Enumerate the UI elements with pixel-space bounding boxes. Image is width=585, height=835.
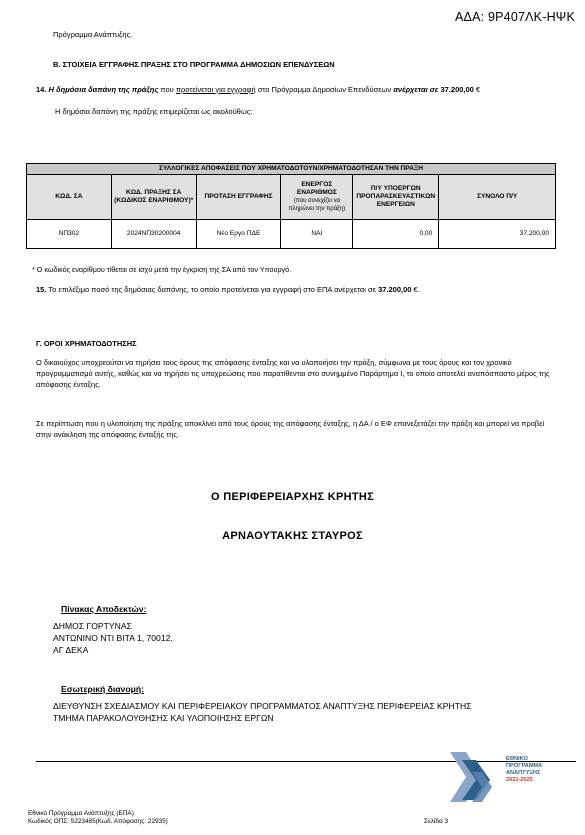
recipient-line: ΔΗΜΟΣ ΓΟΡΤΥΝΑΣ	[53, 621, 132, 631]
section-g-para2: Σε περίπτωση που η υλοποίηση της πράξης αποκλίνει από τους όρους της απόφασης ένταξης, η ΔΑ / ο ΕΦ επανεξετάζει την πράξη και μπορεί να προβεί στην ανάκληση της απόφασης ένταξής της.	[36, 419, 545, 439]
epa-logo-icon	[448, 742, 508, 812]
table-title: ΣΥΛΛΟΓΙΚΕΣ ΑΠΟΦΑΣΕΙΣ ΠΟΥ ΧΡΗΜΑΤΟΔΟΤΟΥΝ/ΧΡΗΜΑΤΟΔΟΤΗΣΑΝ ΤΗΝ ΠΡΑΞΗ	[27, 164, 556, 175]
p14-mid2: στο Πρόγραμμα Δημοσίων Επενδύσεων	[255, 85, 394, 94]
recipients-title: Πίνακας Αποδεκτών:	[61, 604, 147, 614]
logo-line: ΠΡΟΓΡΑΜΜΑ	[506, 763, 543, 769]
col-header-protasi: ΠΡΟΤΑΣΗ ΕΓΓΡΑΦΗΣ	[196, 175, 281, 220]
p14-lead: Η δημόσια δαπάνη της πράξης	[48, 85, 159, 94]
p15-end: €.	[411, 285, 420, 294]
footer-code: Κωδικός ΟΠΣ: 5223485(Κωδ. Απόφασης: 22935)	[28, 818, 168, 825]
p14-proposed: προτείνεται για εγγραφή	[175, 85, 256, 94]
logo-years: 2021-2025	[506, 777, 533, 783]
recipient-line: ΑΝΤΩΝΙΝΟ ΝΤΙ ΒΙΤΑ 1, 70012,	[53, 633, 173, 643]
footnote: * Ο κωδικός εναρίθμου τίθεται σε ισχύ μετά την έγκριση της ΣΑ από τον Υπουργό.	[32, 265, 292, 274]
epa-logo	[448, 742, 548, 812]
col-header-kod-praxis: ΚΩΔ. ΠΡΑΞΗΣ ΣΑ (ΚΩΔΙΚΟΣ ΕΝΑΡΙΘΜΟΥ)*	[111, 175, 196, 220]
energos-header-note: (που συνεχίζει να πληρώνει την πράξη)	[288, 198, 346, 212]
cell-protasi: Νέο Εργο ΠΔΕ	[196, 220, 281, 249]
page-number: Σελίδα 3	[424, 818, 448, 825]
cell-kod-sa: ΝΠ302	[27, 220, 112, 249]
logo-line: ΑΝΑΠΤΥΞΗΣ	[506, 770, 541, 776]
cell-synolo: 37.200,00	[439, 220, 556, 249]
logo-line: ΕΘΝΙΚΟ	[506, 756, 528, 762]
col-header-energos	[281, 175, 353, 220]
paragraph-14	[36, 84, 566, 95]
section-g-title: Γ. ΟΡΟΙ ΧΡΗΜΑΤΟΔΟΤΗΣΗΣ	[36, 339, 137, 348]
cell-ypoerga: 0,00	[353, 220, 439, 249]
ada-code: ΑΔΑ: 9Ρ407ΛΚ-ΗΨΚ	[455, 10, 575, 24]
cell-kod-praxis: 2024ΝΠ30200004	[111, 220, 196, 249]
footer-info	[28, 810, 168, 826]
footer-program: Εθνικό Πρόγραμμα Ανάπτυξης (ΕΠΑ)	[28, 810, 134, 817]
col-header-kod-sa: ΚΩΔ. ΣΑ	[27, 175, 112, 220]
p15-number: 15.	[36, 285, 47, 294]
decisions-table	[26, 163, 556, 249]
recipient-line: ΑΓ ΔΕΚΑ	[53, 645, 89, 655]
section-b-title: Β. ΣΤΟΙΧΕΙΑ ΕΓΓΡΑΦΗΣ ΠΡΑΞΗΣ ΣΤΟ ΠΡΟΓΡΑΜΜΑ ΔΗΜΟΣΙΩΝ ΕΠΕΝΔΥΣΕΩΝ	[53, 60, 335, 69]
internal-list	[53, 700, 471, 724]
energos-header-label: ΕΝΕΡΓΟΣ ΕΝΑΡΙΘΜΟΣ	[296, 181, 337, 196]
internal-title: Εσωτερική διανομή:	[61, 684, 144, 694]
signatory-name: ΑΡΝΑΟΥΤΑΚΗΣ ΣΤΑΥΡΟΣ	[222, 530, 363, 542]
col-header-synolo: ΣΥΝΟΛΟ Π/Υ	[439, 175, 556, 220]
p14-subtext: Η δημόσια δαπάνη της πράξης επιμερίζεται ως ακολούθως:	[55, 107, 253, 116]
p14-amount-label: ανέρχεται σε	[393, 85, 439, 94]
signatory-role: Ο ΠΕΡΙΦΕΡΕΙΑΡΧΗΣ ΚΡΗΤΗΣ	[211, 491, 374, 503]
p15-value: 37.200,00	[378, 285, 412, 294]
section-g-para1: Ο δικαιούχος υποχρεούται να τηρήσει τους όρους της απόφασης ένταξης και να υλοποιήσει την πράξη, σύμφωνα με τους όρους και τον χρονικό προγραμματισμό αυτής, καθώς και να τηρήσει τις υποχρεώσεις που παρατίθενται στο συνημμένο Παράρτημα Ι, το οποίο αποτελεί αναπόσπαστο μέρος της απόφασης ένταξης.	[36, 358, 550, 389]
intro-line: Πρόγραμμα Ανάπτυξης.	[53, 30, 133, 39]
p14-number: 14.	[36, 85, 47, 94]
logo-text	[506, 756, 542, 784]
internal-line: ΔΙΕΥΘΥΝΣΗ ΣΧΕΔΙΑΣΜΟΥ ΚΑΙ ΠΕΡΙΦΕΡΕΙΑΚΟΥ ΠΡΟΓΡΑΜΜΑΤΟΣ ΑΝΑΠΤΥΞΗΣ ΠΕΡΙΦΕΡΕΙΑΣ ΚΡΗΤΗΣ	[53, 701, 472, 711]
internal-line: ΤΜΗΜΑ ΠΑΡΑΚΟΛΟΥΘΗΣΗΣ ΚΑΙ ΥΛΟΠΟΙΗΣΗΣ ΕΡΓΩΝ	[53, 713, 274, 723]
table-row	[27, 220, 556, 249]
p14-value: 37.200,00	[440, 85, 474, 94]
cell-energos: ΝΑΙ	[281, 220, 353, 249]
col-header-ypoerga: Π/Υ ΥΠΟΕΡΓΩΝ ΠΡΟΠΑΡΑΣΚΕΥΑΣΤΙΚΩΝ ΕΝΕΡΓΕΙΩΝ	[353, 175, 439, 220]
p14-mid1: που	[158, 85, 176, 94]
paragraph-15	[36, 284, 420, 295]
p15-text: Το επιλέξιμο ποσό της δημόσιας δαπάνης, το οποίο προτείνεται για εγγραφή στο ΕΠΑ ανέρχεται σε	[46, 285, 379, 294]
recipients-list	[53, 620, 173, 656]
p14-euro: €	[473, 85, 481, 94]
